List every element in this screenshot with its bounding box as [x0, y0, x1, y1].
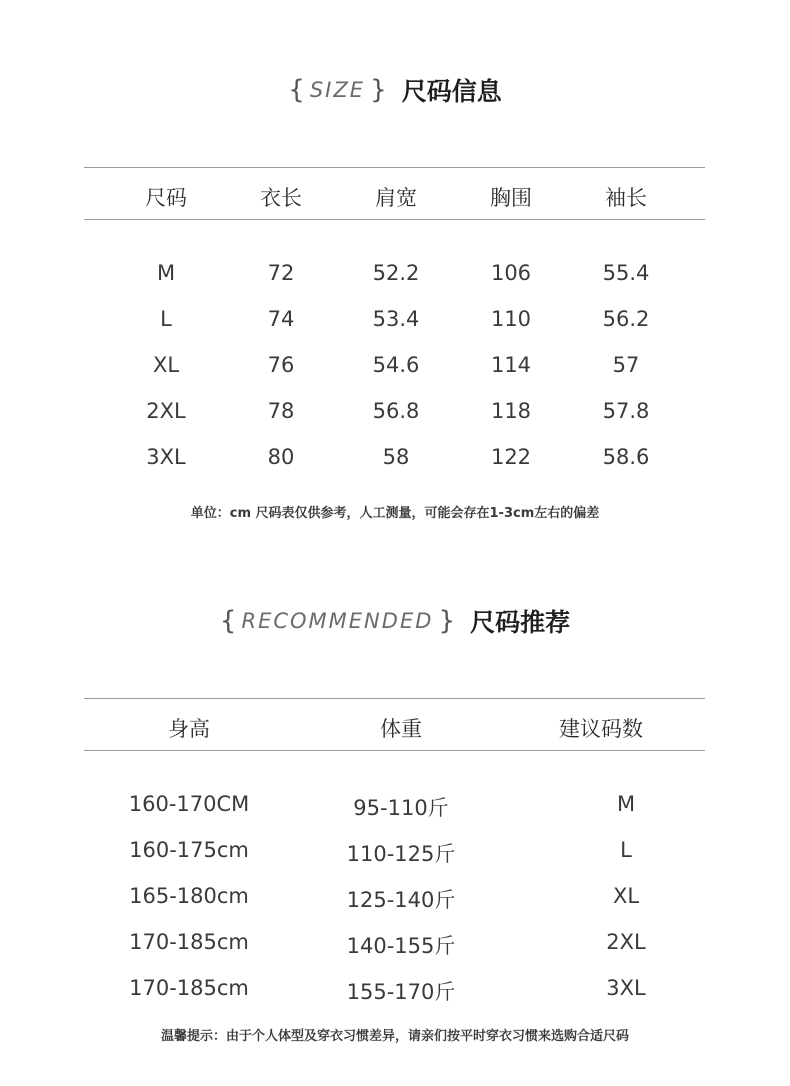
shoulder-cell: 52.2: [372, 261, 420, 285]
recommended-size-cell: XL: [612, 884, 640, 908]
weight-cell: 155-170斤: [346, 980, 456, 1004]
sleeve-cell: 57: [612, 353, 640, 377]
recommend-section-title: [0, 603, 790, 639]
size-table-header-rule: [84, 219, 705, 220]
recommend-header-cell: 体重: [380, 717, 422, 741]
shoulder-cell: 54.6: [372, 353, 420, 377]
recommend-title-en: RECOMMENDED: [241, 609, 434, 633]
shoulder-cell: 53.4: [372, 307, 420, 331]
length-cell: 80: [267, 445, 295, 469]
sleeve-cell: 55.4: [602, 261, 650, 285]
chest-cell: 118: [490, 399, 532, 423]
length-cell: 78: [267, 399, 295, 423]
size-cell: M: [156, 261, 176, 285]
chest-cell: 114: [490, 353, 532, 377]
height-cell: 170-185cm: [129, 930, 249, 954]
size-title-cn: 尺码信息: [401, 77, 502, 106]
size-title-en: SIZE: [309, 78, 366, 102]
size-header-cell: 尺码: [145, 186, 187, 210]
open-brace-icon: {: [288, 75, 305, 105]
chest-cell: 110: [490, 307, 532, 331]
size-cell: L: [160, 307, 172, 331]
length-cell: 74: [267, 307, 295, 331]
chest-cell: 106: [490, 261, 532, 285]
size-header-cell: 衣长: [260, 186, 302, 210]
size-header-cell: 肩宽: [375, 186, 417, 210]
sleeve-cell: 56.2: [602, 307, 650, 331]
open-brace-icon: {: [219, 606, 237, 636]
length-cell: 72: [267, 261, 295, 285]
recommend-table-header-rule: [84, 750, 705, 751]
size-note: 单位：cm 尺码表仅供参考，人工测量，可能会存在1-3cm左右的偏差: [190, 506, 600, 521]
size-cell: 2XL: [146, 399, 186, 423]
size-cell: XL: [152, 353, 180, 377]
length-cell: 76: [267, 353, 295, 377]
size-header-cell: 袖长: [605, 186, 647, 210]
sleeve-cell: 58.6: [602, 445, 650, 469]
chest-cell: 122: [490, 445, 532, 469]
recommend-table-top-rule: [84, 698, 705, 699]
weight-cell: 110-125斤: [346, 842, 456, 866]
height-cell: 160-175cm: [129, 838, 249, 862]
close-brace-icon: }: [438, 606, 456, 636]
size-cell: 3XL: [146, 445, 186, 469]
height-cell: 170-185cm: [129, 976, 249, 1000]
close-brace-icon: }: [370, 75, 387, 105]
recommended-size-cell: L: [620, 838, 632, 862]
recommend-header-cell: 身高: [168, 717, 210, 741]
recommend-title-cn: 尺码推荐: [470, 608, 571, 637]
sleeve-cell: 57.8: [602, 399, 650, 423]
shoulder-cell: 56.8: [372, 399, 420, 423]
weight-cell: 140-155斤: [346, 934, 456, 958]
size-header-cell: 胸围: [490, 186, 532, 210]
recommend-header-cell: 建议码数: [559, 717, 643, 741]
height-cell: 165-180cm: [129, 884, 249, 908]
recommend-note: 温馨提示：由于个人体型及穿衣习惯差异，请亲们按平时穿衣习惯来选购合适尺码: [160, 1029, 629, 1044]
size-table-top-rule: [84, 167, 705, 168]
height-cell: 160-170CM: [128, 792, 250, 816]
shoulder-cell: 58: [382, 445, 410, 469]
recommended-size-cell: 3XL: [606, 976, 646, 1000]
weight-cell: 95-110斤: [353, 796, 449, 820]
recommended-size-cell: M: [616, 792, 636, 816]
recommended-size-cell: 2XL: [606, 930, 646, 954]
weight-cell: 125-140斤: [346, 888, 456, 912]
size-section-title: [0, 72, 790, 108]
